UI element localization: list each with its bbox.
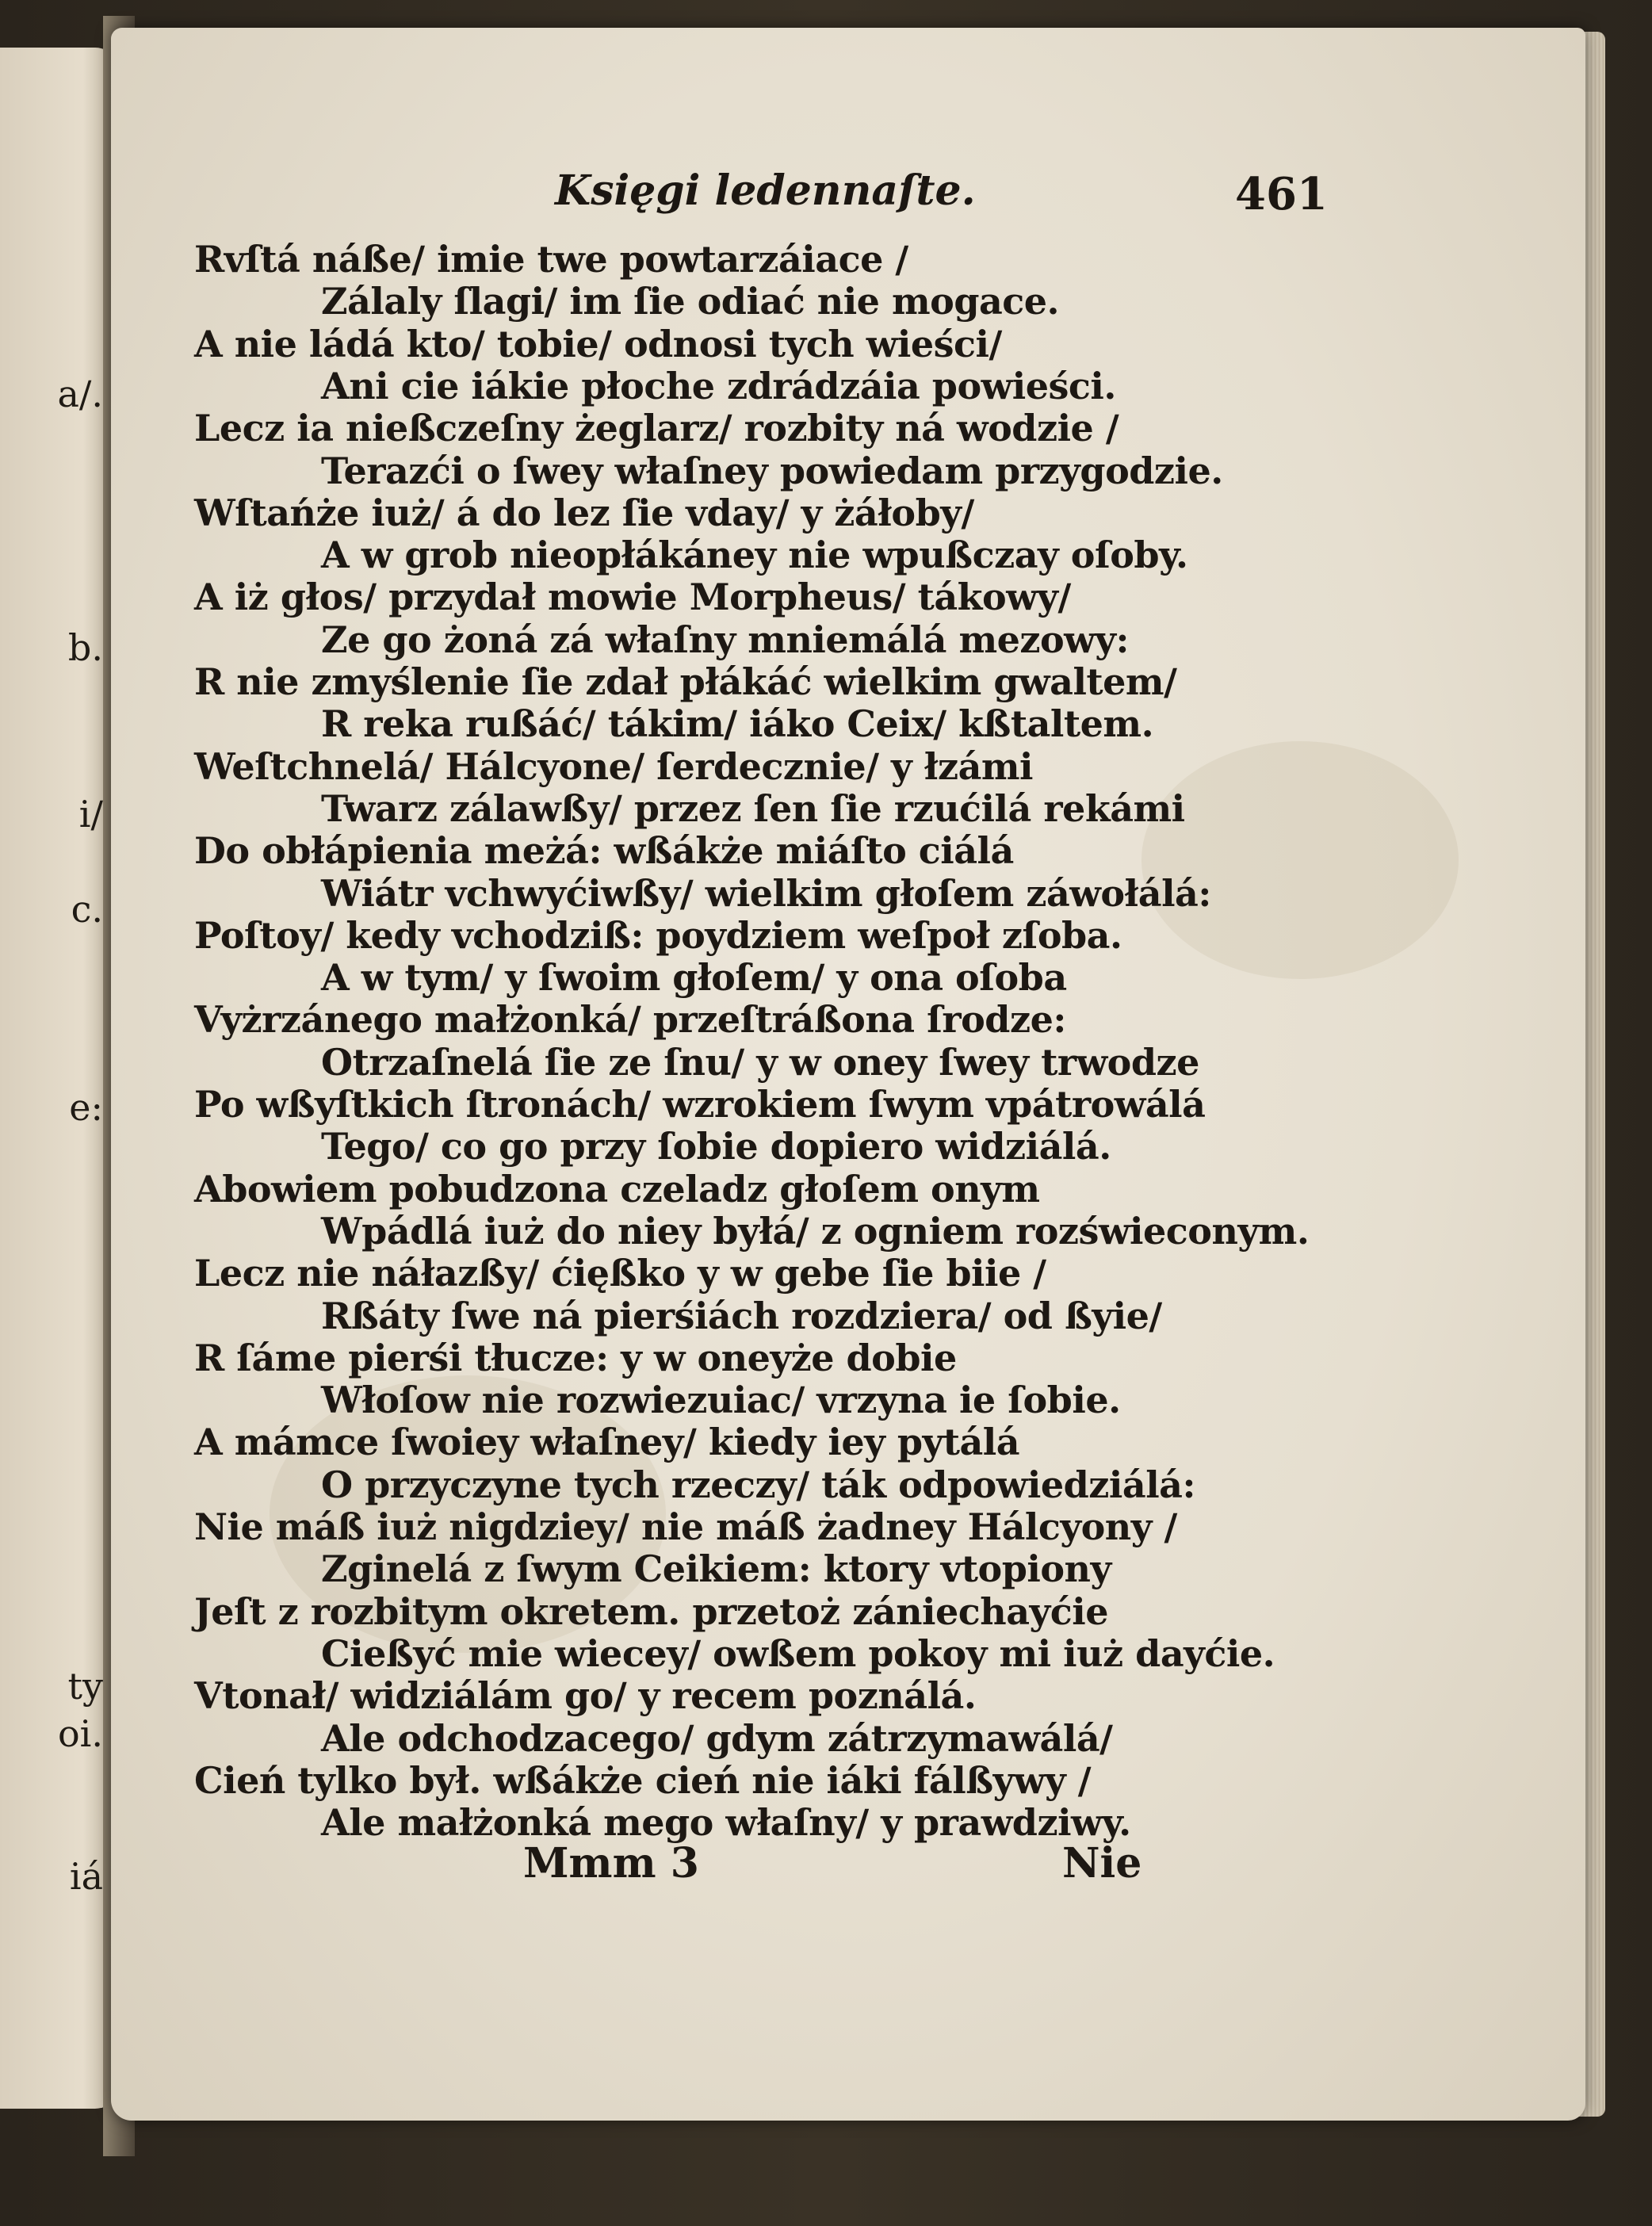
verse-line: Włoſow nie rozwiezuiac/ vrzyna ie ſobie. (321, 1379, 1121, 1422)
verse-line: Do obłápienia meżá: wßákże miáſto ciálá (194, 829, 1014, 873)
verse-line: R reka rußáć/ tákim/ iáko Ceix/ kßtaltem. (321, 702, 1154, 746)
verse-line: O przyczyne tych rzeczy/ ták odpowiedziálá: (321, 1463, 1195, 1506)
verse-line: Ale małżonká mego właſny/ y prawdziwy. (321, 1801, 1131, 1845)
verse-line: Abowiem pobudzona czeladz głoſem onym (194, 1167, 1040, 1211)
book-page (111, 28, 1585, 2121)
verse-line: Nie máß iuż nigdziey/ nie máß żadney Hálcyony / (194, 1505, 1177, 1548)
verse-line: Poſtoy/ kedy vchodziß: poydziem weſpoł zſoba. (194, 913, 1122, 957)
verse-line: Cießyć mie wiecey/ owßem pokoy mi iuż dayćie. (321, 1631, 1275, 1675)
verse-line: Lecz nie náłazßy/ ćięßko y w gebe ſie biie / (194, 1252, 1046, 1295)
verse-line: A w grob nieopłákáney nie wpußczay oſoby. (321, 534, 1188, 577)
verse-line: A w tym/ y ſwoim głoſem/ y ona oſoba (321, 956, 1067, 1000)
verse-line: Wpádlá iuż do niey byłá/ z ogniem rozświeconym. (321, 1209, 1310, 1253)
running-title: Księgi ledennaſte. (555, 166, 976, 215)
left-page-fragment: iá (69, 1855, 103, 1898)
verse-line: Zálaly ſlagi/ im ſie odiać nie mogace. (321, 280, 1060, 323)
verse-line: A mámce ſwoiey właſney/ kiedy iey pytálá (194, 1421, 1020, 1464)
left-page-fragment: a/. (57, 373, 103, 415)
left-page-fragment: b. (67, 626, 103, 669)
verse-line: Rvſtá náße/ imie twe powtarzáiace / (194, 238, 908, 281)
verse-line: Weſtchnelá/ Hálcyone/ ſerdecznie/ y łzámi (194, 744, 1034, 788)
verse-line: Tego/ co go przy ſobie dopiero widziálá. (321, 1125, 1111, 1168)
verse-line: Rßáty ſwe ná pierśiách rozdziera/ od ßyie/ (321, 1294, 1162, 1337)
facing-page-left (0, 48, 119, 2109)
left-page-fragment: e: (69, 1086, 103, 1129)
verse-line: A iż głos/ przydał mowie Morpheus/ tákowy/ (194, 576, 1071, 619)
verse-line: Wiátr vchwyćiwßy/ wielkim głoſem záwołálá: (321, 871, 1211, 915)
page-number: 461 (1235, 168, 1328, 220)
verse-line: Cień tylko był. wßákże cień nie iáki fálßywy / (194, 1758, 1092, 1802)
verse-line: Jeſt z rozbitym okretem. przetoż zániechayćie (194, 1589, 1109, 1633)
left-page-fragment: c. (71, 888, 103, 931)
verse-line: Ze go żoná zá właſny mniemálá mezowy: (321, 618, 1129, 661)
verse-line: Ani cie iákie płoche zdrádzáia powieści. (321, 364, 1116, 407)
verse-line: R nie zmyślenie ſie zdał płákáć wielkim gwaltem/ (194, 660, 1177, 703)
verse-line: Po wßyſtkich ſtronách/ wzrokiem ſwym vpátrowálá (194, 1083, 1206, 1126)
signature-mark: Mmm 3 (523, 1839, 699, 1888)
verse-line: Vyżrzánego małżonká/ przeſtráßona ſrodze: (194, 998, 1066, 1042)
verse-line: Terazći o ſwey właſney powiedam przygodzie. (321, 449, 1223, 492)
left-page-fragment: oi. (57, 1712, 103, 1755)
verse-line: Ale odchodzacego/ gdym zátrzymawálá/ (321, 1716, 1113, 1760)
verse-line: R ſáme pierśi tłucze: y w oneyże dobie (194, 1336, 957, 1379)
verse-line: Twarz zálawßy/ przez ſen ſie rzućilá rekámi (321, 786, 1185, 830)
verse-line: Wſtańże iuż/ á do lez ſie vday/ y żáłoby/ (194, 491, 974, 534)
left-page-fragment: ty (67, 1665, 103, 1708)
verse-line: Vtonał/ widziálám go/ y recem poználá. (194, 1674, 977, 1718)
catchword: Nie (1062, 1839, 1142, 1888)
verse-line: Zginelá z ſwym Ceikiem: ktory vtopiony (321, 1547, 1111, 1591)
verse-line: Otrzaſnelá ſie ze ſnu/ y w oney ſwey trwodze (321, 1040, 1199, 1084)
verse-line: Lecz ia nießczeſny żeglarz/ rozbity ná wodzie / (194, 407, 1119, 450)
verse-line: A nie ládá kto/ tobie/ odnosi tych wieści/ (194, 322, 1002, 365)
left-page-fragment: i/ (78, 793, 103, 836)
